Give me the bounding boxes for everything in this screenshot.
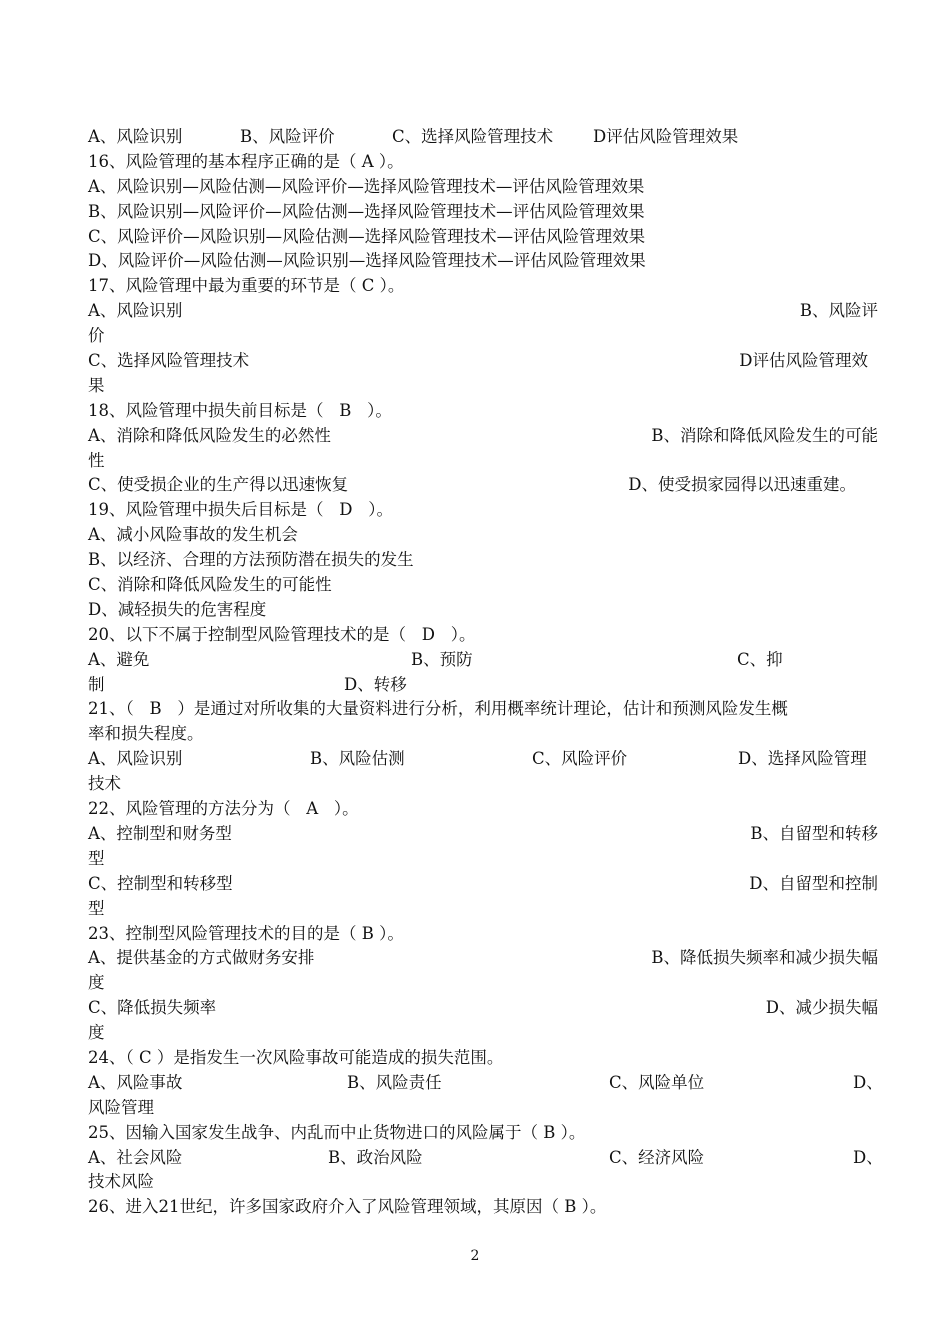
option-left: A、消除和降低风险发生的必然性 (88, 425, 331, 445)
question-19: 19、风险管理中损失后目标是（ D ）。 (88, 500, 393, 520)
question-16: 16、风险管理的基本程序正确的是（ A ）。 (88, 151, 404, 171)
option-a: A、风险识别 (88, 127, 183, 146)
option-left: C、控制型和转移型 (88, 873, 233, 893)
wrapped-text: 技术风险 (88, 1172, 154, 1192)
option-d: D评估风险管理效果 (593, 127, 739, 146)
option-left: C、使受损企业的生产得以迅速恢复 (88, 475, 349, 495)
option-line: D、减轻损失的危害程度 (88, 599, 267, 619)
wrapped-text: 价 (88, 326, 105, 346)
options-row (88, 1071, 883, 1096)
wrapped-text: 技术 (88, 774, 121, 794)
options-row-15 (88, 125, 878, 150)
wrapped-text: 果 (88, 375, 105, 395)
options-row (88, 349, 878, 374)
option-b: B、风险责任 (347, 1072, 442, 1092)
option-line: C、风险评价—风险识别—风险估测—选择风险管理技术—评估风险管理效果 (88, 226, 646, 246)
option-c: C、风险单位 (609, 1072, 705, 1092)
options-row (88, 996, 878, 1021)
option-left: C、降低损失频率 (88, 998, 217, 1018)
option-right: D、减少损失幅 (765, 998, 878, 1018)
question-18: 18、风险管理中损失前目标是（ B ）。 (88, 400, 392, 420)
option-line: A、减小风险事故的发生机会 (88, 525, 298, 545)
wrapped-text: 性 (88, 450, 105, 470)
option-line: B、风险识别—风险评价—风险估测—选择风险管理技术—评估风险管理效果 (88, 201, 645, 221)
options-row (88, 1146, 883, 1171)
options-row (88, 473, 878, 498)
options-row (88, 872, 878, 897)
options-row (88, 648, 878, 673)
options-row (88, 424, 878, 449)
option-d: D、 (853, 1072, 883, 1092)
options-row (88, 747, 878, 772)
option-right: B、风险评 (799, 301, 878, 321)
option-c: C、选择风险管理技术 (392, 127, 554, 146)
option-left: C、选择风险管理技术 (88, 351, 250, 371)
question-20: 20、以下不属于控制型风险管理技术的是（ D ）。 (88, 624, 476, 644)
option-right: B、降低损失频率和减少损失幅 (651, 948, 878, 968)
question-21: 21、（ B ）是通过对所收集的大量资料进行分析，利用概率统计理论，估计和预测风险发生概 (88, 699, 788, 719)
question-26: 26、进入21世纪，许多国家政府介入了风险管理领域，其原因（ B ）。 (88, 1197, 607, 1217)
options-row (88, 946, 878, 971)
option-line: D、风险评价—风险估测—风险识别—选择风险管理技术—评估风险管理效果 (88, 251, 646, 271)
question-25: 25、因输入国家发生战争、内乱而中止货物进口的风险属于（ B ）。 (88, 1122, 586, 1142)
option-right: D评估风险管理效 (739, 351, 868, 371)
option-c: C、抑 (737, 649, 783, 669)
option-b: B、预防 (411, 649, 473, 669)
option-b: B、政治风险 (328, 1147, 423, 1167)
wrapped-text: 制 (88, 674, 105, 694)
option-a: A、风险识别 (88, 749, 183, 769)
option-c: C、风险评价 (532, 749, 628, 769)
option-c: C、经济风险 (609, 1147, 705, 1167)
question-list (88, 125, 883, 1220)
options-row (88, 822, 878, 847)
option-d: D、 (853, 1147, 883, 1167)
options-row (88, 299, 878, 324)
option-left: A、控制型和财务型 (88, 823, 232, 843)
wrapped-text: 型 (88, 898, 105, 918)
question-24: 24、（ C ）是指发生一次风险事故可能造成的损失范围。 (88, 1047, 504, 1067)
option-right: B、自留型和转移 (750, 823, 878, 843)
question-22: 22、风险管理的方法分为（ A ）。 (88, 799, 359, 819)
option-line: A、风险识别—风险估测—风险评价—选择风险管理技术—评估风险管理效果 (88, 176, 645, 196)
wrapped-text: 率和损失程度。 (88, 724, 204, 744)
option-right: D、自留型和控制 (749, 873, 878, 893)
option-line: C、消除和降低风险发生的可能性 (88, 575, 332, 595)
wrapped-text: 度 (88, 1023, 105, 1043)
page-number: 2 (470, 1248, 480, 1264)
wrapped-text: 风险管理 (88, 1097, 154, 1117)
option-a: A、避免 (88, 649, 150, 669)
question-17: 17、风险管理中最为重要的环节是（ C ）。 (88, 276, 405, 296)
option-line: B、以经济、合理的方法预防潜在损失的发生 (88, 550, 414, 570)
wrapped-text: 度 (88, 973, 105, 993)
option-left: A、提供基金的方式做财务安排 (88, 948, 315, 968)
wrapped-text: 型 (88, 848, 105, 868)
option-b: B、风险估测 (310, 749, 405, 769)
option-right: D、使受损家园得以迅速重建。 (628, 475, 856, 495)
option-a: A、风险事故 (88, 1072, 183, 1092)
question-23: 23、控制型风险管理技术的目的是（ B ）。 (88, 923, 404, 943)
option-d: D、选择风险管理 (738, 749, 867, 769)
option-left: A、风险识别 (88, 301, 183, 321)
option-b: B、风险评价 (240, 127, 335, 146)
options-row (88, 673, 878, 698)
option-a: A、社会风险 (88, 1147, 183, 1167)
option-d: D、转移 (344, 674, 407, 694)
option-right: B、消除和降低风险发生的可能 (651, 425, 878, 445)
